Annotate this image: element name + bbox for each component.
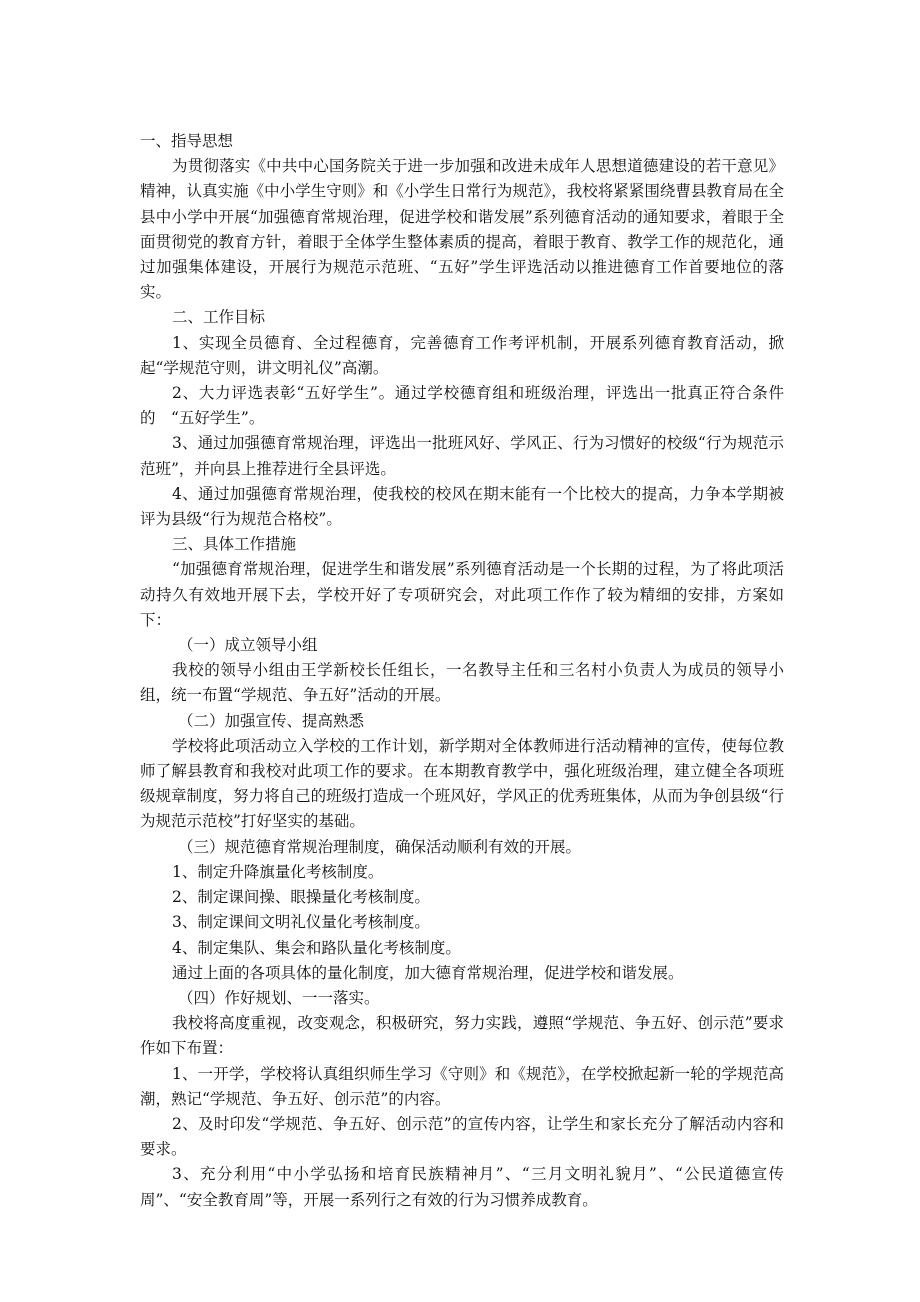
- paragraph: 为贯彻落实《中共中心国务院关于进一步加强和改进未成年人思想道德建设的若干意见》精神，认真实施《中小学生守则》和《小学生日常行为规范》，我校将紧紧围绕曹县教育局在全县中小学中开展“加强德育常规治理，促进学校和谐发展”系列德育活动的通知要求，着眼于全面贯彻党的教育方针，着眼于全体学生整体素质的提高，着眼于教育、教学工作的规范化，通过加强集体建设，开展行为规范示范班、“五好”学生评选活动以推进德育工作首要地位的落实。: [140, 157, 784, 302]
- paragraph: “加强德育常规治理，促进学生和谐发展”系列德育活动是一个长期的过程，为了将此项活动持久有效地开展下去，学校开好了专项研究会，对此项工作作了较为精细的安排，方案如下：: [140, 560, 784, 629]
- paragraph: 我校将高度重视，改变观念，积极研究，努力实践，遵照“学规范、争五好、创示范”要求作如下布置：: [140, 1014, 784, 1058]
- paragraph: 通过上面的各项具体的量化制度，加大德育常规治理，促进学校和谐发展。: [172, 963, 684, 982]
- subsection-heading: （二）加强宣传、提高熟悉: [178, 711, 365, 730]
- list-item: 2、及时印发“学规范、争五好、创示范”的宣传内容，让学生和家长充分了解活动内容和要求。: [140, 1114, 784, 1159]
- section-heading-measures: 三、具体工作措施: [172, 535, 297, 554]
- subsection-heading: （一）成立领导小组: [178, 636, 318, 655]
- paragraph: 1、实现全员德育、全过程德育，完善德育工作考评机制，开展系列德育教育活动，掀起“学规范守则，讲文明礼仪”高潮。: [140, 333, 784, 377]
- subsection-heading: （四）作好规划、一一落实。: [178, 988, 380, 1007]
- paragraph: 4、通过加强德育常规治理，使我校的校风在期末能有一个比校大的提高，力争本学期被评为县级“行为规范合格校”。: [140, 484, 784, 529]
- list-item: 3、充分利用“中小学弘扬和培育民族精神月”、“三月文明礼貌月”、“公民道德宣传周”、“安全教育周”等，开展一系列行之有效的行为习惯养成教育。: [140, 1165, 784, 1209]
- list-item: 1、一开学，学校将认真组织师生学习《守则》和《规范》，在学校掀起新一轮的学规范高潮，熟记“学规范、争五好、创示范”的内容。: [140, 1064, 784, 1108]
- document-body: [140, 129, 784, 1213]
- paragraph: 学校将此项活动立入学校的工作计划，新学期对全体教师进行活动精神的宣传，使每位教师了解县教育和我校对此项工作的要求。在本期教育教学中，强化班级治理，建立健全各项班级规章制度，努力将自己的班级打造成一个班风好，学风正的优秀班集体，从而为争创县级“行为规范示范校”打好坚实的基础。: [140, 736, 784, 831]
- section-heading-guiding-ideology: 一、指导思想: [140, 132, 234, 150]
- list-item: 4、制定集队、集会和路队量化考核制度。: [172, 938, 461, 957]
- list-item: 3、制定课间文明礼仪量化考核制度。: [172, 913, 430, 932]
- paragraph: 3、通过加强德育常规治理，评选出一批班风好、学风正、行为习惯好的校级“行为规范示范班”，并向县上推荐进行全县评选。: [140, 434, 784, 478]
- paragraph: 2、大力评选表彰“五好学生”。通过学校德育组和班级治理，评选出一批真正符合条件的 “五好学生”。: [140, 384, 784, 428]
- paragraph: 我校的领导小组由王学新校长任组长，一名教导主任和三名村小负责人为成员的领导小组，统一布置“学规范、争五好”活动的开展。: [140, 661, 784, 705]
- list-item: 1、制定升降旗量化考核制度。: [172, 862, 384, 881]
- list-item: 2、制定课间操、眼操量化考核制度。: [172, 888, 430, 907]
- section-heading-work-goals: 二、工作目标: [172, 308, 266, 327]
- subsection-heading: （三）规范德育常规治理制度，确保活动顺利有效的开展。: [178, 837, 582, 856]
